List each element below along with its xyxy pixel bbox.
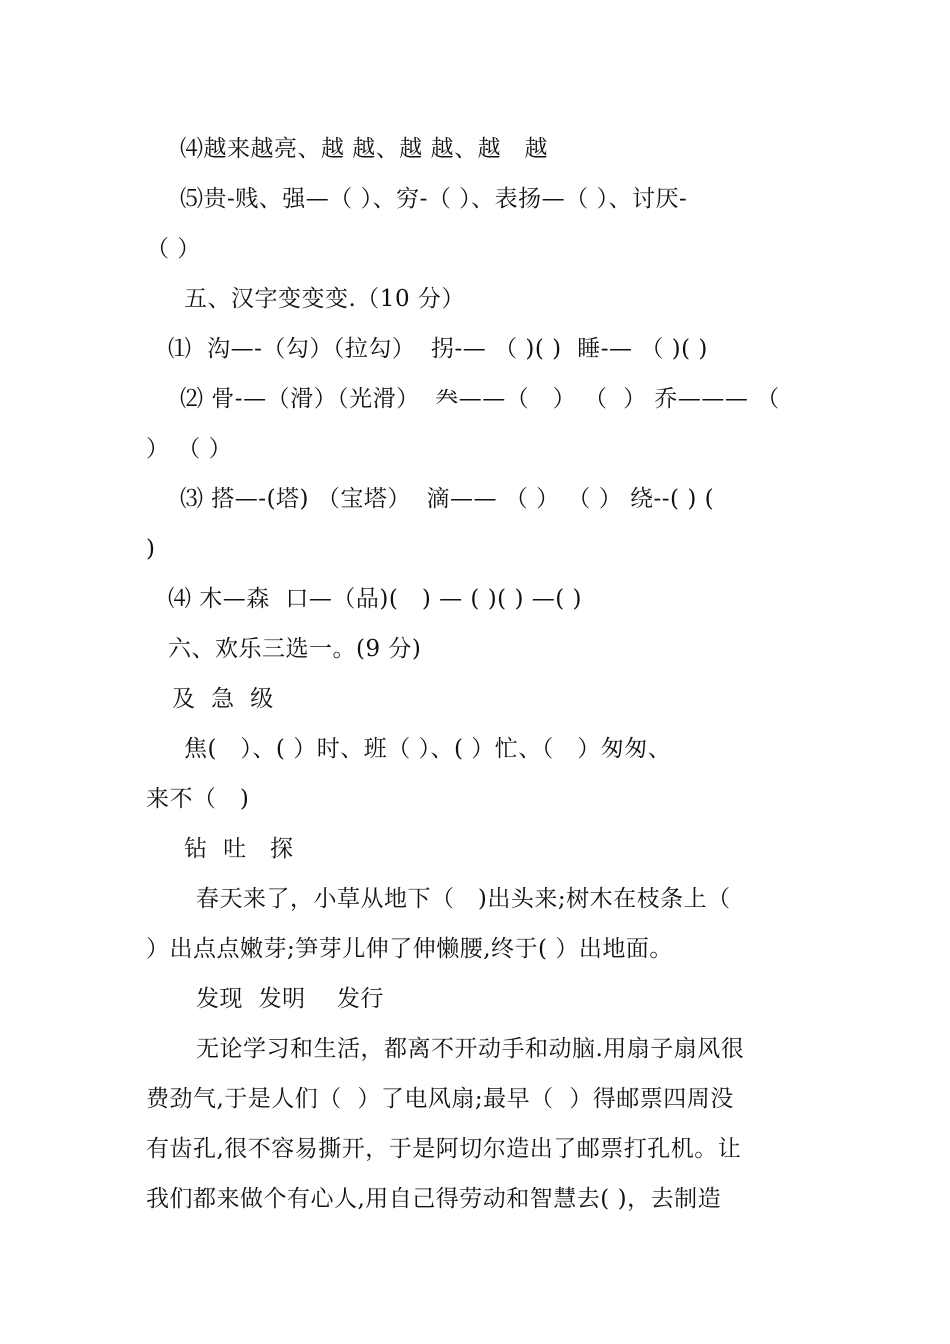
fill-blank-line-1: 焦( ）、( ）时、班（ ）、( ）忙、（ ）匆匆、 xyxy=(184,736,672,762)
word-choices-3: 发现 发明 发行 xyxy=(196,986,384,1012)
word-choices-2: 钻 吐 探 xyxy=(184,836,294,862)
sec5-item-3-cont: ) xyxy=(146,536,156,562)
spring-paragraph-line-2: ）出点点嫩芽;笋芽儿伸了伸懒腰,终于( ）出地面。 xyxy=(146,936,673,962)
invention-paragraph-line-1: 无论学习和生活，都离不开动手和动脑.用扇子扇风很 xyxy=(196,1036,745,1062)
sec5-item-2-cont: ） （ ） xyxy=(146,436,233,462)
q5-antonym-line: ⑸贵-贱、强—（ ）、穷-（ ）、表扬—（ ）、讨厌- xyxy=(180,186,688,212)
section-6-heading: 六、欢乐三选一。(9 分) xyxy=(168,636,422,662)
q4-antonym-pattern-line: ⑷越来越亮、越 越、越 越、越 越 xyxy=(180,136,549,162)
sec5-item-1: ⑴ 沟—-（勾）（拉勾） 拐-— （ )( ) 睡-— （ )( ) xyxy=(168,336,708,362)
sec5-item-4: ⑷ 木—森 口—（品)( ) — ( )( ) —( ) xyxy=(168,586,582,612)
section-5-heading: 五、汉字变变变.（10 分） xyxy=(184,286,465,312)
invention-paragraph-line-2: 费劲气,于是人们（ ）了电风扇;最早（ ）得邮票四周没 xyxy=(146,1086,734,1112)
invention-paragraph-line-3: 有齿孔,很不容易撕开，于是阿切尔造出了邮票打孔机。让 xyxy=(146,1136,742,1162)
invention-paragraph-line-4: 我们都来做个有心人,用自己得劳动和智慧去( )，去制造 xyxy=(146,1186,722,1212)
sec5-item-2: ⑵ 骨-—（滑）（光滑） 𠔉——（ ） （ ） 乔——— （ xyxy=(180,386,780,412)
sec5-item-3: ⑶ 搭—-(塔) （宝塔） 滴—— （ ） （ ） 绕--( ) ( xyxy=(180,486,715,512)
spring-paragraph-line-1: 春天来了，小草从地下（ )出头来;树木在枝条上（ xyxy=(196,886,731,912)
q5-antonym-line-cont: （ ） xyxy=(146,236,201,262)
word-choices-1: 及 急 级 xyxy=(172,686,274,712)
fill-blank-line-1-cont: 来不（ ) xyxy=(146,786,250,812)
